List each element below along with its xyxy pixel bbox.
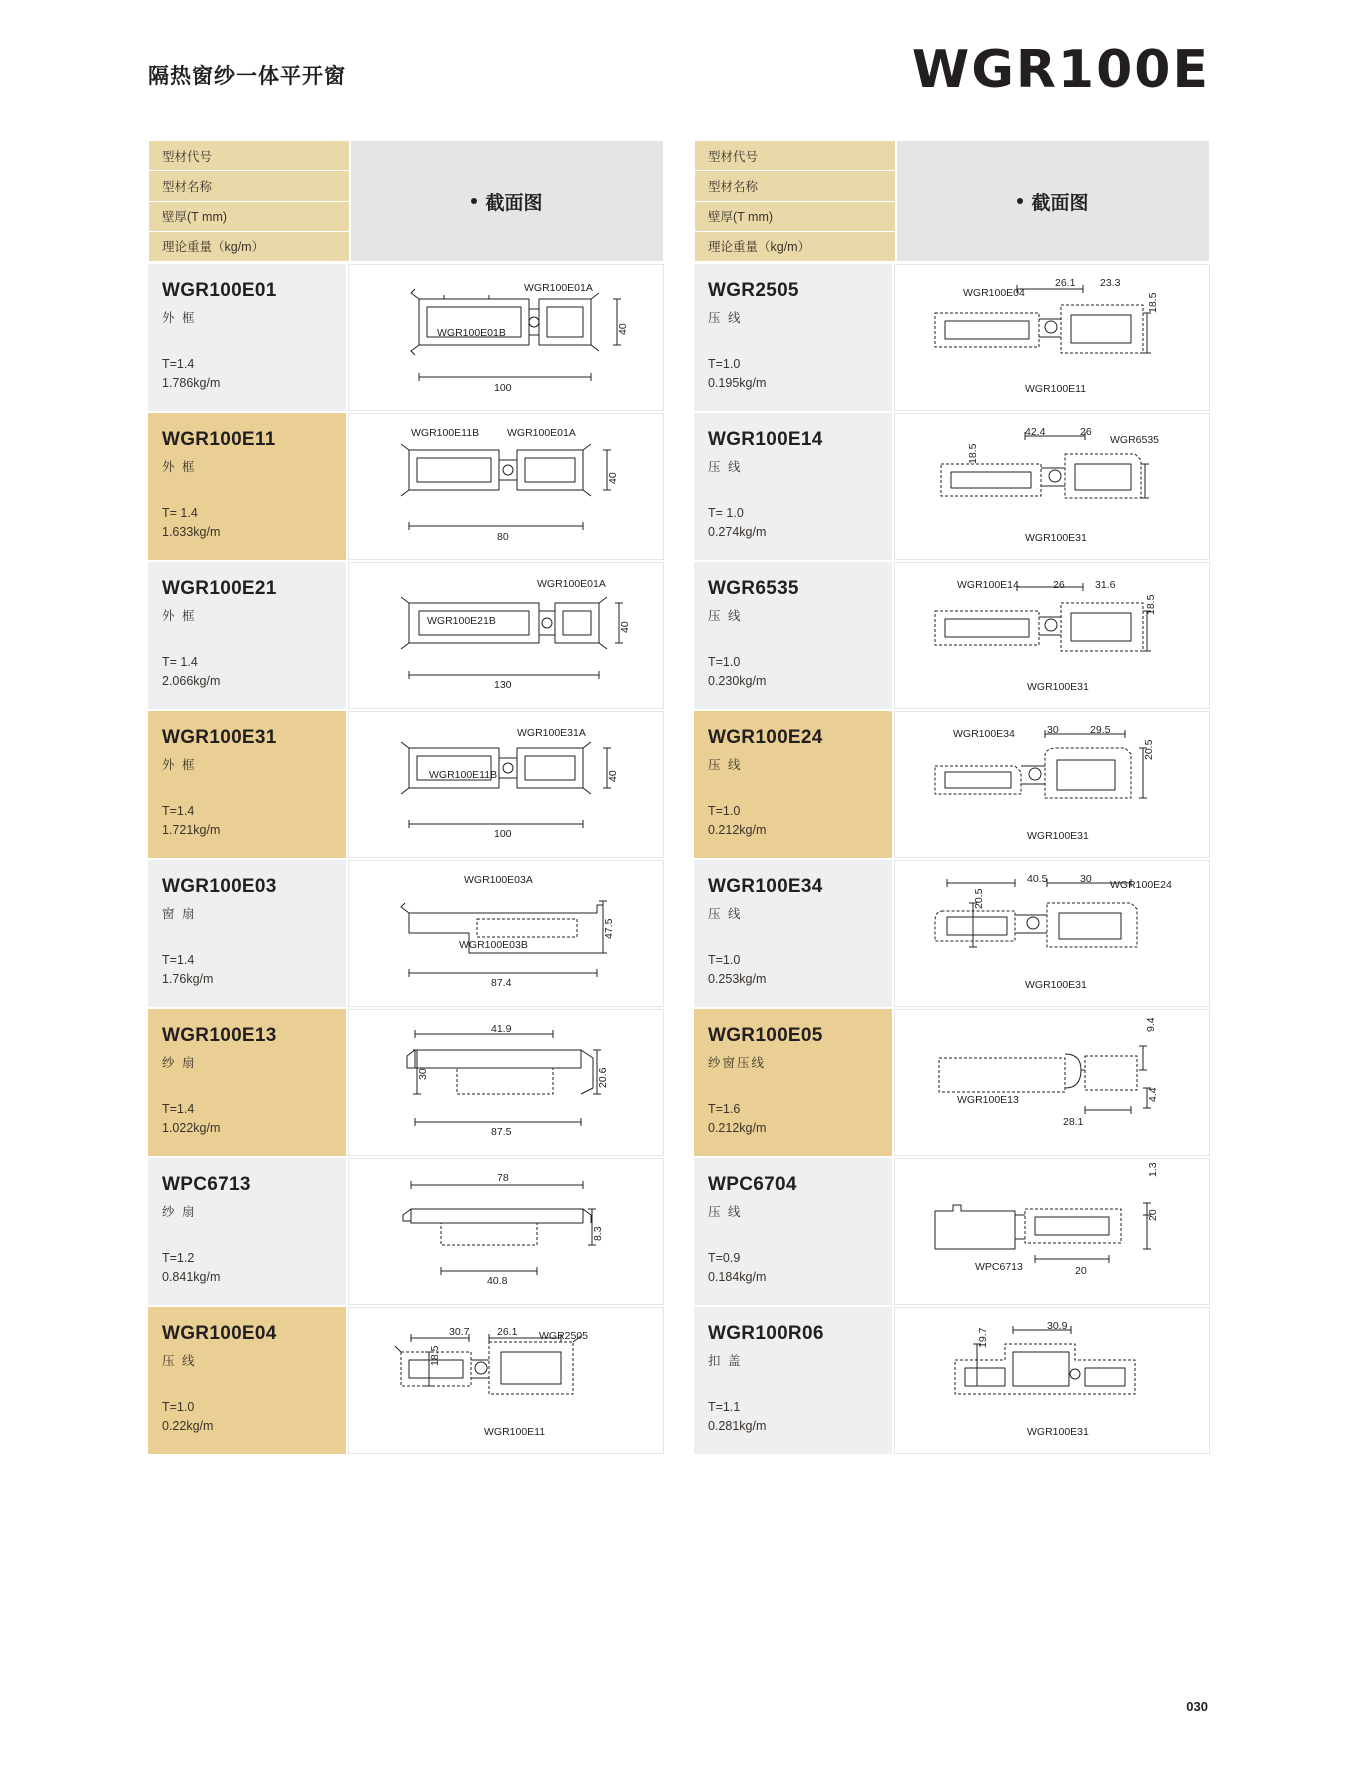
profile-section-figure [348,413,664,560]
profile-spec [162,355,220,393]
table-header-labels [149,141,349,261]
figure-dimension-label: 20.5 [1143,739,1155,760]
profile-thickness: T=1.0 [162,1400,195,1414]
header-row-code: 型材代号 [695,141,895,171]
profile-section-figure [894,413,1210,560]
profile-info [694,413,892,560]
profile-thickness: T=1.4 [162,357,195,371]
figure-dimension-label: WGR6535 [1110,434,1160,446]
figure-dimension-label: 40.5 [1027,873,1048,885]
page-title: 隔热窗纱一体平开窗 [148,65,346,88]
figure-dimension-label: 1.3 [1147,1162,1159,1177]
header-row-name: 型材名称 [149,171,349,201]
figure-dimension-label: 87.5 [491,1126,512,1138]
profile-info [148,860,346,1007]
profile-name: 压 线 [708,460,743,474]
profile-spec [708,504,766,542]
profile-row [694,1307,1210,1454]
profile-code: WGR100E01 [162,280,277,301]
profile-row [148,1307,664,1454]
figure-dimension-label: WGR2505 [539,1330,589,1342]
figure-dimension-label: 23.3 [1100,277,1121,289]
profile-name: 压 线 [708,907,743,921]
profile-spec [162,951,213,989]
figure-dimension-label: 18.5 [967,443,979,464]
profile-thickness: T=0.9 [708,1251,741,1265]
profile-info [694,711,892,858]
header-row-code: 型材代号 [149,141,349,171]
figure-dimension-label: WGR100E11B [411,427,480,439]
profile-section-figure [348,562,664,709]
profile-weight: 0.274kg/m [708,525,767,539]
profile-info [148,711,346,858]
profile-weight: 1.721kg/m [162,823,221,837]
profile-spec [708,951,766,989]
profile-spec [162,1100,220,1138]
profile-info [694,264,892,411]
profile-spec [708,802,766,840]
figure-dimension-label: 26.1 [1055,277,1076,289]
profile-section-figure [894,562,1210,709]
profile-weight: 2.066kg/m [162,674,221,688]
profile-row [694,264,1210,411]
profile-section-figure [348,1158,664,1305]
header-row-weight: 理论重量（kg/m） [149,232,349,261]
profile-weight: 0.212kg/m [708,823,767,837]
profile-weight: 0.22kg/m [162,1419,214,1433]
figure-dimension-label: 40 [617,323,629,335]
profile-section-figure [348,1307,664,1454]
profile-code: WGR100R06 [708,1323,824,1344]
profile-thickness: T=1.4 [162,804,195,818]
profile-info [694,1307,892,1454]
profile-spec [162,504,220,542]
table-header-left [148,140,664,262]
profile-name: 压 线 [708,609,743,623]
profile-spec [162,802,220,840]
profile-row [148,264,664,411]
bullet-icon [1017,198,1023,204]
profile-name: 压 线 [162,1354,197,1368]
profile-row [694,711,1210,858]
profile-section-figure [894,1009,1210,1156]
table-header-right [694,140,1210,262]
figure-dimension-label: 8.3 [592,1226,604,1241]
profile-thickness: T=1.4 [162,953,195,967]
profile-info [694,860,892,1007]
profile-section-figure [894,1307,1210,1454]
figure-dimension-label: 30.9 [1047,1320,1068,1332]
profile-info [148,562,346,709]
profile-name: 外 框 [162,609,197,623]
header-row-thickness: 壁厚(T mm) [149,202,349,232]
figure-dimension-label: 47.5 [603,918,615,939]
profile-weight: 0.184kg/m [708,1270,767,1284]
bullet-icon [471,198,477,204]
profile-thickness: T=1.0 [708,804,741,818]
profile-code: WGR100E21 [162,578,277,599]
figure-dimension-label: 18.5 [429,1345,441,1366]
profile-info [148,264,346,411]
figure-dimension-label: 30 [417,1068,429,1080]
figure-dimension-label: WGR100E31A [517,727,586,739]
figure-dimension-label: WGR100E11 [1025,383,1087,395]
profile-spec [708,653,766,691]
figure-dimension-label: WGR100E31 [1027,830,1089,842]
profile-code: WGR100E04 [162,1323,277,1344]
profile-columns [148,140,1210,1454]
profile-weight: 1.786kg/m [162,376,221,390]
header-figure-title [897,141,1209,261]
profile-code: WGR100E03 [162,876,277,897]
profile-section-figure [894,1158,1210,1305]
profile-row [148,1158,664,1305]
figure-dimension-label: 26.1 [497,1326,518,1338]
profile-thickness: T=1.0 [708,953,741,967]
profile-thickness: T= 1.4 [162,506,198,520]
profile-info [694,562,892,709]
figure-dimension-label: WGR100E01B [437,327,506,339]
profile-thickness: T= 1.4 [162,655,198,669]
profile-weight: 1.76kg/m [162,972,214,986]
left-rows-container [148,264,664,1454]
profile-thickness: T=1.1 [708,1400,741,1414]
profile-code: WGR100E05 [708,1025,823,1046]
profile-row [148,413,664,560]
profile-row [148,860,664,1007]
figure-dimension-label: 40.8 [487,1275,508,1287]
profile-weight: 1.633kg/m [162,525,221,539]
figure-dimension-label: 78 [497,1172,509,1184]
figure-dimension-label: WGR100E14 [957,579,1019,591]
profile-weight: 0.230kg/m [708,674,767,688]
profile-code: WGR100E34 [708,876,823,897]
profile-section-figure [348,1009,664,1156]
profile-name: 窗 扇 [162,907,197,921]
figure-dimension-label: 130 [494,679,512,691]
figure-dimension-label: 9.4 [1145,1017,1157,1032]
profile-thickness: T=1.0 [708,655,741,669]
figure-dimension-label: 29.5 [1090,724,1111,736]
profile-section-figure [348,711,664,858]
table-header-labels [695,141,895,261]
figure-dimension-label: WGR100E21B [427,615,496,627]
profile-row [148,562,664,709]
figure-dimension-label: 40 [607,472,619,484]
profile-info [148,413,346,560]
header-figure-title [351,141,663,261]
profile-weight: 1.022kg/m [162,1121,221,1135]
figure-dimension-label: 100 [494,828,512,840]
figure-dimension-label: 20.5 [973,888,985,909]
profile-weight: 0.212kg/m [708,1121,767,1135]
left-column [148,140,664,1454]
profile-spec [162,653,220,691]
right-rows-container [694,264,1210,1454]
profile-info [148,1009,346,1156]
profile-code: WGR100E13 [162,1025,277,1046]
right-column [694,140,1210,1454]
profile-name: 纱窗压线 [708,1056,767,1070]
figure-dimension-label: 42.4 [1025,426,1046,438]
figure-dimension-label: 20 [1075,1265,1087,1277]
profile-thickness: T= 1.0 [708,506,744,520]
figure-dimension-label: 40 [607,770,619,782]
profile-section-figure [348,264,664,411]
profile-code: WGR100E11 [162,429,276,450]
figure-dimension-label: WGR100E11B [429,769,498,781]
profile-row [694,562,1210,709]
profile-name: 压 线 [708,1205,743,1219]
figure-dimension-label: 30 [1080,873,1092,885]
profile-row [694,413,1210,560]
figure-dimension-label: 31.6 [1095,579,1116,591]
figure-dimension-label: 20 [1147,1209,1159,1221]
profile-name: 压 线 [708,758,743,772]
figure-dimension-label: WGR100E03A [464,874,533,886]
profile-weight: 0.281kg/m [708,1419,767,1433]
profile-name: 外 框 [162,758,197,772]
profile-name: 外 框 [162,460,197,474]
profile-row [694,1009,1210,1156]
profile-info [148,1307,346,1454]
profile-code: WGR100E31 [162,727,277,748]
page-header [148,40,1210,110]
figure-dimension-label: WPC6713 [975,1261,1023,1273]
profile-row [694,1158,1210,1305]
profile-spec [162,1398,213,1436]
profile-spec [708,1249,766,1287]
figure-dimension-label: 30.7 [449,1326,470,1338]
figure-dimension-label: 19.7 [977,1327,989,1348]
header-row-weight: 理论重量（kg/m） [695,232,895,261]
figure-dimension-label: WGR100E31 [1025,532,1087,544]
header-figure-label: 截面图 [1031,192,1089,214]
profile-spec [708,1100,766,1138]
figure-dimension-label: WGR100E31 [1025,979,1087,991]
profile-weight: 0.195kg/m [708,376,767,390]
profile-thickness: T=1.0 [708,357,741,371]
profile-thickness: T=1.6 [708,1102,741,1116]
profile-name: 纱 扇 [162,1205,197,1219]
profile-name: 压 线 [708,311,743,325]
figure-dimension-label: WGR100E01A [524,282,593,294]
figure-dimension-label: 18.5 [1147,292,1159,313]
profile-code: WGR100E24 [708,727,823,748]
page-number: 030 [1186,1699,1208,1714]
profile-section-figure [894,711,1210,858]
profile-section-figure [348,860,664,1007]
figure-dimension-label: 100 [494,382,512,394]
profile-code: WPC6704 [708,1174,797,1195]
figure-dimension-label: WGR100E34 [953,728,1015,740]
profile-weight: 0.841kg/m [162,1270,221,1284]
figure-dimension-label: WGR100E24 [1110,879,1172,891]
figure-dimension-label: 20.6 [597,1067,609,1088]
figure-dimension-label: WGR100E11 [484,1426,546,1438]
figure-dimension-label: 26 [1080,426,1092,438]
profile-weight: 0.253kg/m [708,972,767,986]
profile-spec [708,355,766,393]
profile-code: WPC6713 [162,1174,251,1195]
figure-dimension-label: WGR100E01A [537,578,606,590]
profile-section-figure [894,264,1210,411]
figure-dimension-label: WGR100E04 [963,287,1025,299]
figure-dimension-label: WGR100E31 [1027,1426,1089,1438]
profile-info [148,1158,346,1305]
figure-dimension-label: WGR100E01A [507,427,576,439]
profile-row [148,1009,664,1156]
profile-info [694,1009,892,1156]
profile-thickness: T=1.4 [162,1102,195,1116]
profile-spec [162,1249,220,1287]
profile-name: 纱 扇 [162,1056,197,1070]
figure-dimension-label: WGR100E03B [459,939,528,951]
figure-dimension-label: 4.4 [1147,1087,1159,1102]
figure-dimension-label: 30 [1047,724,1059,736]
header-row-thickness: 壁厚(T mm) [695,202,895,232]
figure-dimension-label: 80 [497,531,509,543]
profile-row [694,860,1210,1007]
figure-dimension-label: 87.4 [491,977,512,989]
header-row-name: 型材名称 [695,171,895,201]
header-figure-label: 截面图 [485,192,543,214]
figure-dimension-label: WGR100E31 [1027,681,1089,693]
profile-row [148,711,664,858]
profile-code: WGR6535 [708,578,799,599]
figure-dimension-label: 40 [619,621,631,633]
profile-name: 外 框 [162,311,197,325]
profile-code: WGR100E14 [708,429,823,450]
profile-section-figure [894,860,1210,1007]
profile-code: WGR2505 [708,280,799,301]
figure-dimension-label: 26 [1053,579,1065,591]
profile-spec [708,1398,766,1436]
figure-dimension-label: 18.5 [1145,594,1157,615]
profile-info [694,1158,892,1305]
figure-dimension-label: WGR100E13 [957,1094,1019,1106]
figure-dimension-label: 28.1 [1063,1116,1084,1128]
profile-name: 扣 盖 [708,1354,743,1368]
profile-thickness: T=1.2 [162,1251,195,1265]
series-code: WGR100E [911,40,1210,100]
figure-dimension-label: 41.9 [491,1023,512,1035]
